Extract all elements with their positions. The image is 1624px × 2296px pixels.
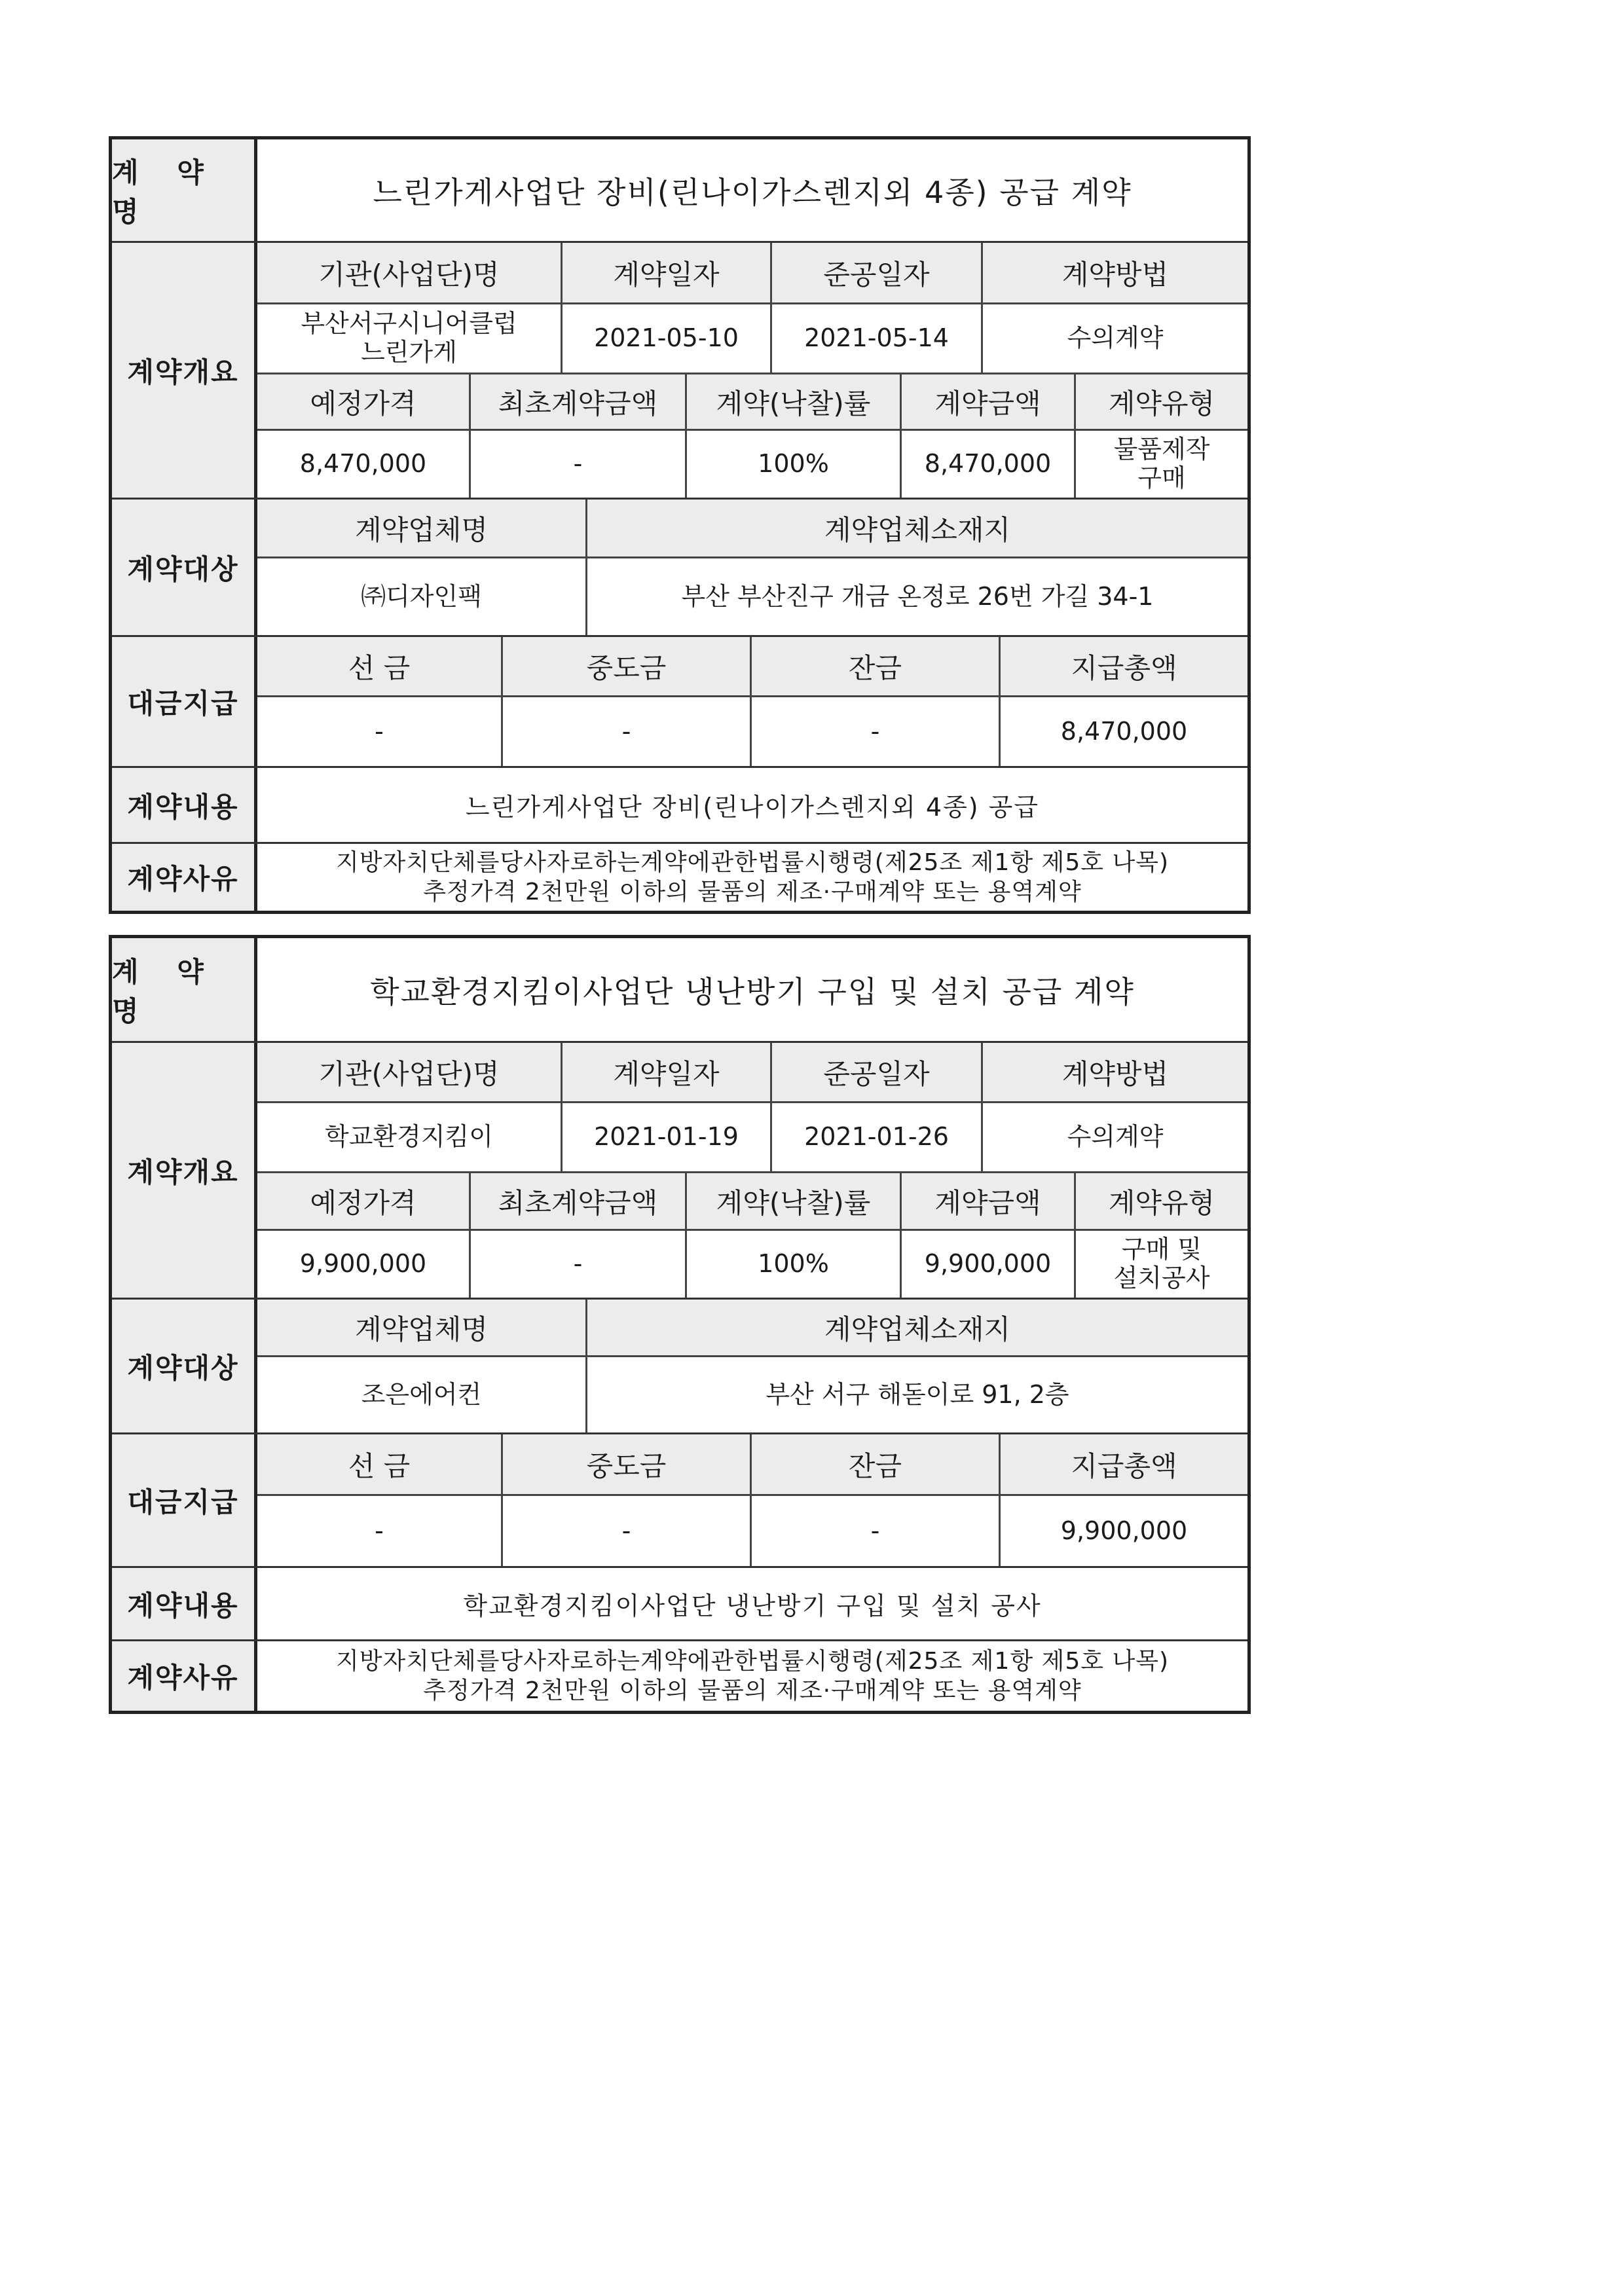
payment-row bbox=[112, 637, 1247, 768]
contract-overview-row bbox=[112, 243, 1247, 500]
overview-grid-bottom bbox=[257, 1173, 1247, 1298]
contract-date-header: 계약일자 bbox=[563, 243, 772, 304]
completion-date-value: 2021-05-14 bbox=[772, 304, 983, 373]
contract-type-line-2: 구매 bbox=[1137, 464, 1186, 492]
contract-reason-label: 계약사유 bbox=[112, 1641, 257, 1711]
payment-grid bbox=[257, 637, 1247, 766]
company-address-header: 계약업체소재지 bbox=[587, 500, 1247, 558]
method-value: 수의계약 bbox=[1067, 1122, 1164, 1152]
contract-reason-value bbox=[257, 1641, 1247, 1711]
initial-amount-header: 최초계약금액 bbox=[471, 374, 687, 431]
reason-line-1: 지방자치단체를당사자로하는계약에관한법률시행령(제25조 제1항 제5호 나목) bbox=[335, 849, 1170, 876]
contract-type-header: 계약유형 bbox=[1076, 1173, 1247, 1231]
rate-header: 계약(낙찰)률 bbox=[687, 1173, 902, 1231]
payment-row bbox=[112, 1434, 1247, 1568]
balance-header: 잔금 bbox=[752, 1434, 1001, 1496]
contract-date-header: 계약일자 bbox=[563, 1043, 772, 1103]
interim-value: - bbox=[503, 1496, 752, 1566]
rate-value: 100% bbox=[687, 1231, 902, 1298]
org-line-2: 느린가게 bbox=[361, 338, 457, 367]
contract-table-1 bbox=[109, 136, 1251, 914]
contract-target-label: 계약대상 bbox=[112, 1300, 257, 1432]
method-header: 계약방법 bbox=[983, 1043, 1247, 1103]
contract-date-value: 2021-01-19 bbox=[563, 1103, 772, 1171]
initial-amount-value: - bbox=[471, 1231, 687, 1298]
contract-content-row bbox=[112, 768, 1247, 844]
contract-target-label: 계약대상 bbox=[112, 500, 257, 635]
reason-line-2: 추정가격 2천만원 이하의 물품의 제조·구매계약 또는 용역계약 bbox=[423, 1677, 1082, 1704]
contract-content-row bbox=[112, 1568, 1247, 1641]
completion-date-header: 준공일자 bbox=[772, 1043, 983, 1103]
contract-target-row bbox=[112, 500, 1247, 637]
overview-grid-top bbox=[257, 1043, 1247, 1173]
advance-value: - bbox=[257, 1496, 503, 1566]
contract-name-label: 계 약 명 bbox=[112, 139, 257, 241]
advance-header: 선 금 bbox=[257, 637, 503, 697]
initial-amount-header: 최초계약금액 bbox=[471, 1173, 687, 1231]
org-header: 기관(사업단)명 bbox=[257, 1043, 563, 1103]
payment-label: 대금지급 bbox=[112, 1434, 257, 1566]
method-value: 수의계약 bbox=[1067, 323, 1164, 353]
contract-type-value bbox=[1076, 431, 1247, 498]
estimated-price-value: 9,900,000 bbox=[257, 1231, 471, 1298]
company-address-value: 부산 부산진구 개금 온정로 26번 가길 34-1 bbox=[681, 581, 1154, 611]
reason-line-1: 지방자치단체를당사자로하는계약에관한법률시행령(제25조 제1항 제5호 나목) bbox=[335, 1648, 1170, 1675]
contract-type-header: 계약유형 bbox=[1076, 374, 1247, 431]
contract-name-row bbox=[112, 938, 1247, 1043]
contract-reason-value bbox=[257, 844, 1247, 911]
contract-amount-header: 계약금액 bbox=[902, 374, 1076, 431]
contract-type-line-2: 설치공사 bbox=[1113, 1264, 1210, 1292]
company-address-value: 부산 서구 해돋이로 91, 2층 bbox=[766, 1379, 1069, 1409]
company-name-value: 조은에어컨 bbox=[257, 1357, 587, 1432]
estimated-price-value: 8,470,000 bbox=[257, 431, 471, 498]
contract-content-value: 학교환경지킴이사업단 냉난방기 구입 및 설치 공사 bbox=[463, 1592, 1042, 1620]
interim-header: 중도금 bbox=[503, 637, 752, 697]
org-value bbox=[257, 1103, 563, 1171]
balance-header: 잔금 bbox=[752, 637, 1001, 697]
contract-title: 느린가게사업단 장비(린나이가스렌지외 4종) 공급 계약 bbox=[373, 174, 1132, 210]
advance-header: 선 금 bbox=[257, 1434, 503, 1496]
contract-title: 학교환경지킴이사업단 냉난방기 구입 및 설치 공급 계약 bbox=[370, 974, 1135, 1010]
completion-date-header: 준공일자 bbox=[772, 243, 983, 304]
rate-header: 계약(낙찰)률 bbox=[687, 374, 902, 431]
overview-grid-bottom bbox=[257, 374, 1247, 498]
contract-content-value: 느린가게사업단 장비(린나이가스렌지외 4종) 공급 bbox=[465, 793, 1040, 822]
target-grid bbox=[257, 1300, 1247, 1432]
org-line-1: 학교환경지킴이 bbox=[325, 1122, 493, 1152]
contract-table-2 bbox=[109, 935, 1251, 1714]
advance-value: - bbox=[257, 697, 503, 766]
company-name-value: ㈜디자인팩 bbox=[257, 558, 587, 635]
total-value: 8,470,000 bbox=[1060, 716, 1188, 746]
payment-label: 대금지급 bbox=[112, 637, 257, 766]
contract-name-label: 계 약 명 bbox=[112, 938, 257, 1041]
total-value: 9,900,000 bbox=[1060, 1516, 1188, 1545]
contract-name-row bbox=[112, 139, 1247, 243]
contract-reason-label: 계약사유 bbox=[112, 844, 257, 911]
company-name-header: 계약업체명 bbox=[257, 500, 587, 558]
initial-amount-value: - bbox=[471, 431, 687, 498]
contract-amount-header: 계약금액 bbox=[902, 1173, 1076, 1231]
rate-value: 100% bbox=[687, 431, 902, 498]
reason-line-2: 추정가격 2천만원 이하의 물품의 제조·구매계약 또는 용역계약 bbox=[423, 879, 1082, 905]
interim-header: 중도금 bbox=[503, 1434, 752, 1496]
balance-value: - bbox=[752, 697, 1001, 766]
interim-value: - bbox=[503, 697, 752, 766]
contract-amount-value: 9,900,000 bbox=[902, 1231, 1076, 1298]
total-header: 지급총액 bbox=[1001, 637, 1247, 697]
contract-type-value bbox=[1076, 1231, 1247, 1298]
company-name-header: 계약업체명 bbox=[257, 1300, 587, 1357]
org-value bbox=[257, 304, 563, 373]
contract-content-label: 계약내용 bbox=[112, 1568, 257, 1639]
contract-target-row bbox=[112, 1300, 1247, 1434]
contract-amount-value: 8,470,000 bbox=[902, 431, 1076, 498]
payment-grid bbox=[257, 1434, 1247, 1566]
contract-type-line-1: 물품제작 bbox=[1113, 435, 1210, 464]
contract-overview-row bbox=[112, 1043, 1247, 1300]
contract-reason-row bbox=[112, 1641, 1247, 1711]
estimated-price-header: 예정가격 bbox=[257, 1173, 471, 1231]
completion-date-value: 2021-01-26 bbox=[772, 1103, 983, 1171]
balance-value: - bbox=[752, 1496, 1001, 1566]
total-header: 지급총액 bbox=[1001, 1434, 1247, 1496]
estimated-price-header: 예정가격 bbox=[257, 374, 471, 431]
company-address-header: 계약업체소재지 bbox=[587, 1300, 1247, 1357]
contract-overview-label: 계약개요 bbox=[112, 1043, 257, 1298]
contract-overview-label: 계약개요 bbox=[112, 243, 257, 498]
contract-type-line-1: 구매 및 bbox=[1121, 1235, 1202, 1264]
org-header: 기관(사업단)명 bbox=[257, 243, 563, 304]
method-header: 계약방법 bbox=[983, 243, 1247, 304]
contract-reason-row bbox=[112, 844, 1247, 911]
contract-content-label: 계약내용 bbox=[112, 768, 257, 842]
org-line-1: 부산서구시니어클럽 bbox=[301, 309, 517, 338]
overview-grid-top bbox=[257, 243, 1247, 374]
contract-date-value: 2021-05-10 bbox=[563, 304, 772, 373]
target-grid bbox=[257, 500, 1247, 635]
